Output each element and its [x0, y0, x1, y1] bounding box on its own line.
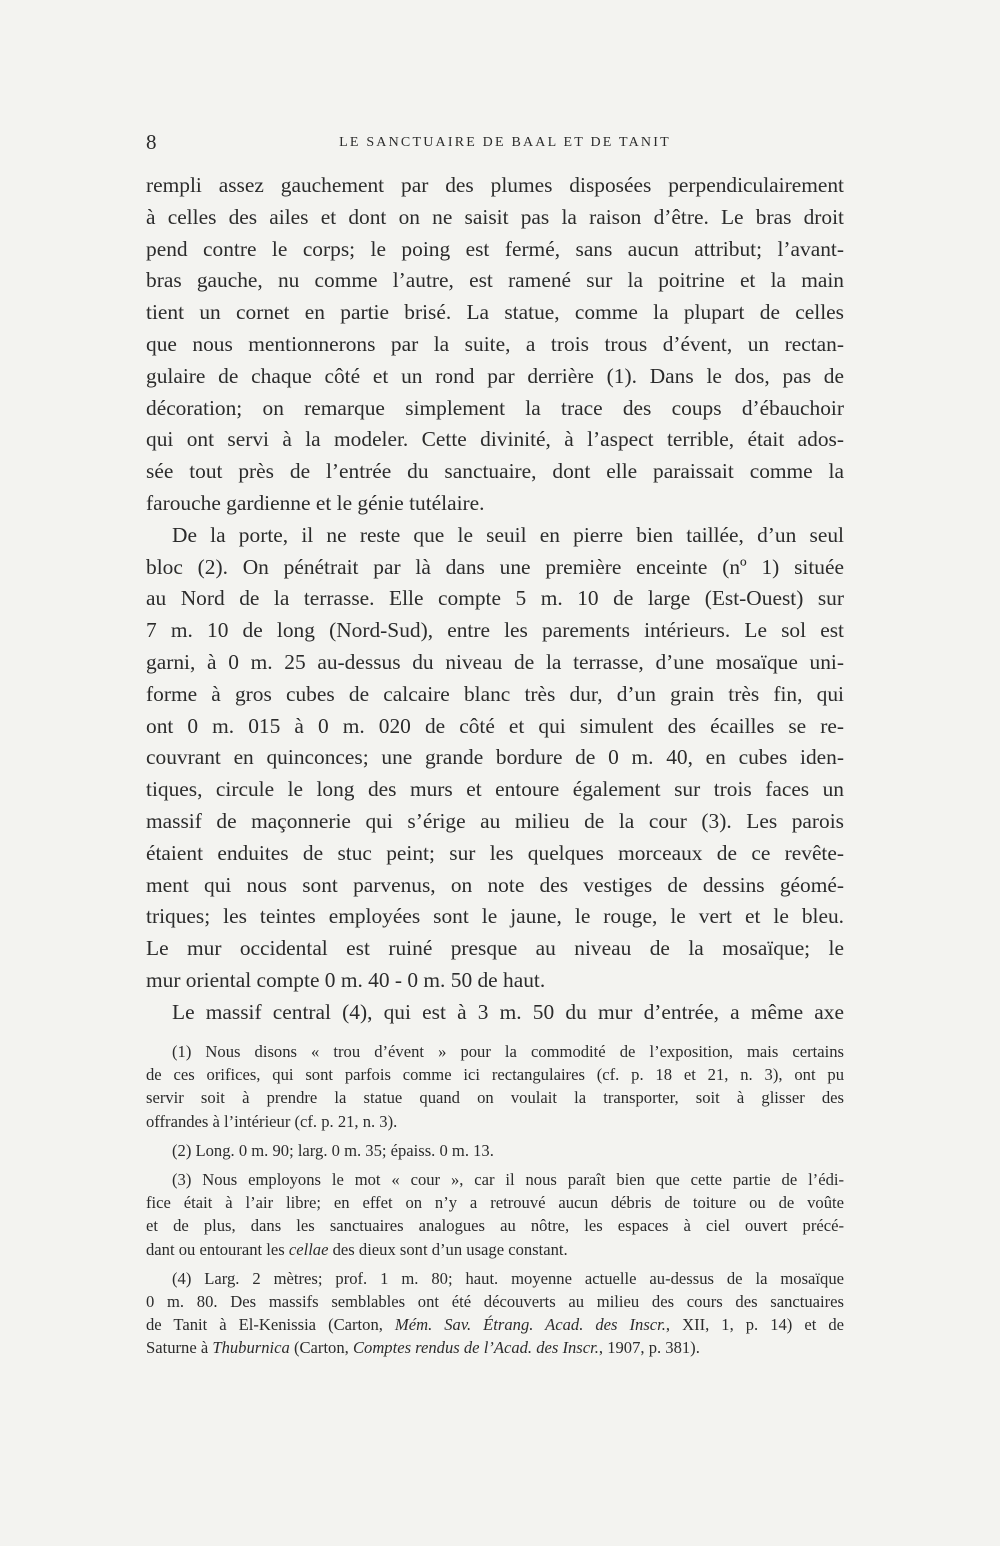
- footnote-line: (4) Larg. 2 mètres; prof. 1 m. 80; haut. moyenne actuelle au-dessus de la mosaïque: [172, 1268, 844, 1288]
- footnote-text: des dieux sont d’un usage constant.: [328, 1239, 568, 1259]
- body-line: à celles des ailes et dont on ne saisit pas la raison d’être. Le bras droit: [146, 204, 844, 229]
- body-line: étaient enduites de stuc peint; sur les quelques morceaux de ce revête-: [146, 840, 844, 865]
- footnote-italic: Comptes rendus de l’Acad. des Inscr.: [352, 1338, 599, 1358]
- footnote-line: servir soit à prendre la statue quand on voulait la transporter, soit à glisser des: [146, 1088, 844, 1108]
- footnote-line: (3) Nous employons le mot « cour », car il nous paraît bien que cette partie de l’édi-: [172, 1169, 844, 1189]
- footnote-text: de Tanit à El-Kenissia (Carton,: [146, 1315, 395, 1335]
- body-line: ont 0 m. 015 à 0 m. 020 de côté et qui simulent des écailles se re-: [146, 713, 844, 738]
- footnote-text: Saturne à: [146, 1338, 213, 1358]
- body-line: massif de maçonnerie qui s’érige au milieu de la cour (3). Les parois: [146, 808, 844, 833]
- footnote-text: , 1907, p. 381).: [598, 1338, 700, 1358]
- footnotes: [146, 1040, 844, 1359]
- body-line: pend contre le corps; le poing est fermé, sans aucun attribut; l’avant-: [146, 236, 844, 261]
- footnote-text: (Carton,: [289, 1338, 353, 1358]
- body-line: Le mur occidental est ruiné presque au niveau de la mosaïque; le: [146, 936, 844, 961]
- footnote-line: offrandes à l’intérieur (cf. p. 21, n. 3).: [146, 1111, 398, 1131]
- body-text: [146, 170, 844, 1029]
- body-line: garni, à 0 m. 25 au-dessus du niveau de la terrasse, d’une mosaïque uni-: [146, 649, 844, 674]
- footnote-line: (2) Long. 0 m. 90; larg. 0 m. 35; épaiss. 0 m. 13.: [172, 1140, 494, 1160]
- running-title: LE SANCTUAIRE DE BAAL ET DE TANIT: [339, 135, 671, 150]
- body-line: rempli assez gauchement par des plumes disposées perpendiculairement: [146, 173, 844, 197]
- page-header: [146, 130, 844, 162]
- body-line: De la porte, il ne reste que le seuil en pierre bien taillée, d’un seul: [172, 522, 844, 547]
- footnote-3: [146, 1168, 844, 1261]
- body-line: bloc (2). On pénétrait par là dans une première enceinte (nº 1) située: [146, 554, 844, 579]
- footnote-line: [146, 1313, 844, 1336]
- body-line: tient un cornet en partie brisé. La statue, comme la plupart de celles: [146, 300, 844, 325]
- body-line: mur oriental compte 0 m. 40 - 0 m. 50 de haut.: [146, 967, 546, 992]
- footnote-text: dant ou entourant les: [146, 1239, 289, 1259]
- footnote-4: [146, 1267, 844, 1360]
- footnote-line: et de plus, dans les sanctuaires analogues au nôtre, les espaces à ciel ouvert précé-: [146, 1216, 844, 1236]
- footnote-line: [146, 1336, 844, 1359]
- body-line: forme à gros cubes de calcaire blanc très dur, d’un grain très fin, qui: [146, 681, 844, 706]
- body-line: que nous mentionnerons par la suite, a trois trous d’évent, un rectan-: [146, 331, 844, 356]
- footnote-line: [146, 1238, 844, 1261]
- footnote-italic: Thuburnica: [212, 1338, 290, 1358]
- body-line: au Nord de la terrasse. Elle compte 5 m. 10 de large (Est-Ouest) sur: [146, 586, 844, 611]
- body-line: triques; les teintes employées sont le jaune, le rouge, le vert et le bleu.: [146, 904, 844, 929]
- footnote-italic: cellae: [288, 1239, 329, 1259]
- body-line: qui ont servi à la modeler. Cette divinité, à l’aspect terrible, était ados-: [146, 427, 844, 452]
- footnote-line: de ces orifices, qui sont parfois comme ici rectangulaires (cf. p. 18 et 21, n. 3), ont pu: [146, 1065, 844, 1085]
- page-number: 8: [146, 130, 157, 154]
- body-line: tiques, circule le long des murs et entoure également sur trois faces un: [146, 777, 844, 802]
- footnote-1: [146, 1040, 844, 1133]
- body-line: sée tout près de l’entrée du sanctuaire, dont elle paraissait comme la: [146, 459, 844, 484]
- body-line: ment qui nous sont parvenus, on note des vestiges de dessins géomé-: [146, 872, 844, 897]
- footnote-2: [146, 1139, 844, 1162]
- footnote-line: 0 m. 80. Des massifs semblables ont été découverts au milieu des cours des sanctuaires: [146, 1291, 844, 1311]
- body-line: farouche gardienne et le génie tutélaire.: [146, 490, 485, 515]
- body-line: décoration; on remarque simplement la trace des coups d’ébauchoir: [146, 395, 844, 420]
- body-line: couvrant en quinconces; une grande bordure de 0 m. 40, en cubes iden-: [146, 745, 844, 770]
- footnote-line: fice était à l’air libre; en effet on n’y a retrouvé aucun débris de toiture ou de voûte: [146, 1193, 844, 1213]
- body-line: 7 m. 10 de long (Nord-Sud), entre les parements intérieurs. Le sol est: [146, 618, 844, 643]
- body-line: gulaire de chaque côté et un rond par derrière (1). Dans le dos, pas de: [146, 363, 844, 388]
- footnote-italic: Mém. Sav. Étrang. Acad. des Inscr.: [394, 1315, 666, 1335]
- footnote-text: , XII, 1, p. 14) et de: [665, 1315, 844, 1335]
- footnote-line: (1) Nous disons « trou d’évent » pour la commodité de l’exposition, mais certains: [172, 1042, 844, 1061]
- body-line: Le massif central (4), qui est à 3 m. 50 du mur d’entrée, a même axe: [172, 999, 844, 1024]
- body-line: bras gauche, nu comme l’autre, est ramené sur la poitrine et la main: [146, 268, 844, 293]
